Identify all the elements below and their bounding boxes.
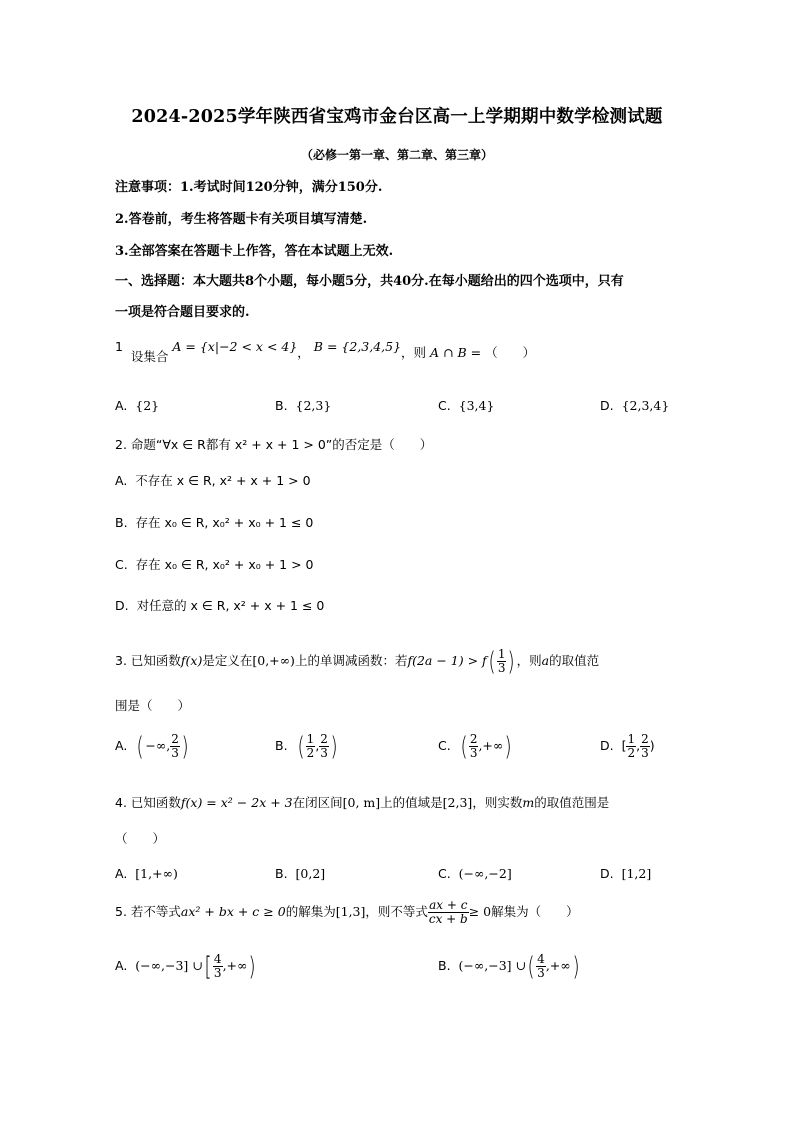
q5-fraction [428,899,469,926]
option-fraction-1 [306,733,316,760]
q4-interval: [0, m] [342,795,381,810]
q3-ineq: f(2a − 1) > f [407,653,487,668]
option-text: 存在 x₀ ∈ R, x₀² + x₀ + 1 ≤ 0 [135,515,314,530]
q5-text-d: 解集为（ ） [491,904,579,919]
q5-text-b: 的解集为 [285,904,336,919]
frac-num: 1 [627,732,636,746]
question-3-stem-line-2: 围是（ ） [115,698,191,713]
option-fraction [213,953,223,980]
paren-close: ) [248,951,257,982]
section-heading-line-1: 一、选择题：本大题共8个小题，每小题5分，共40分.在每小题给出的四个选项中，只有 [115,274,624,289]
q3-text-b: 是定义在 [202,653,253,668]
q4-option-a[interactable] [115,866,178,881]
frac-num: 4 [537,952,545,966]
q4-func: f(x) = x² − 2x + 3 [180,795,293,810]
paren-close: ) [649,738,655,753]
paren-close: ) [330,731,338,762]
option-pre: −∞, [145,738,171,753]
option-fraction [536,953,546,980]
option-label: B. [275,866,288,881]
q3-fx: f(x) [180,653,203,668]
question-2-stem: 2. 命题“∀x ∈ R都有 x² + x + 1 > 0”的否定是（ ） [115,437,433,452]
q3-interval: [0,+∞) [252,653,295,668]
q1-stem-pre: 设集合 [130,349,169,364]
paren-open: ( [460,731,468,762]
paren-close: ) [572,951,580,982]
q3-option-c[interactable] [438,733,513,760]
q4-text-b: 在闭区间 [292,795,343,810]
option-label: B. [115,515,128,530]
option-text: [1,2] [621,866,652,881]
frac-num: 4 [213,952,222,966]
q1-option-a[interactable] [115,398,159,413]
option-pre: (−∞,−3] ∪ [135,958,203,973]
note-3: 3.全部答案在答题卡上作答，答在本试题上无效. [115,244,394,259]
bracket-open: [ [621,738,627,753]
note-2: 2.答卷前，考生将答题卡有关项目填写清楚. [115,212,368,227]
option-text: {3,4} [458,398,495,413]
frac-den: 3 [213,966,222,980]
frac-den: 3 [171,746,179,760]
option-fraction-2 [640,733,650,760]
note-1: 注意事项：1.考试时间120分钟，满分150分. [115,180,383,195]
paren-open: ( [297,731,305,762]
q2-option-c[interactable] [115,555,314,573]
option-text: [0,2] [295,866,326,881]
question-5-stem [115,899,579,926]
q3-option-d[interactable]: D. [ $\frac{1}{2}$ , $\frac{2}{3}$ ) [600,732,655,760]
option-text: 对任意的 x ∈ R, x² + x + 1 ≤ 0 [136,598,325,613]
q3-text-e: 的取值范 [549,653,600,668]
option-label: B. [438,958,451,973]
frac-den: 3 [469,746,478,760]
question-1-stem [115,337,536,364]
option-text: 存在 x₀ ∈ R, x₀² + x₀ + 1 > 0 [135,557,314,572]
q1-number: 1 [115,339,123,354]
q3-paren-open: ( [488,646,496,677]
q5-text-a: 5. 若不等式 [115,904,181,919]
frac-den: 3 [320,746,328,760]
frac-den: 3 [641,746,649,760]
option-label: C. [438,738,451,753]
frac-den: 2 [627,746,636,760]
option-label: A. [115,398,128,413]
q1-sep: ， [297,345,310,360]
q4-var-m: m [522,795,535,810]
q4-text-d: ，则实数 [472,795,523,810]
frac-den: cx + b [428,912,468,926]
frac-den: 3 [497,661,506,675]
q3-var-a: a [541,653,550,668]
frac-num: 1 [497,647,506,661]
q5-ineq: ax² + bx + c ≥ 0 [180,904,286,919]
q2-option-d[interactable] [115,596,324,614]
q1-set-a: A = {x|−2 < x < 4} [172,339,298,354]
q1-set-b: B = {2,3,4,5} [313,339,402,354]
option-label: B. [275,738,288,753]
q1-option-d[interactable] [600,398,669,413]
option-label: C. [115,557,128,572]
q5-ge: ≥ 0 [468,904,492,919]
paren-open: ( [527,951,535,982]
option-text: {2} [135,398,160,413]
option-fraction-2 [319,733,329,760]
option-text: {2,3,4} [621,398,670,413]
option-fraction [469,733,479,760]
q2-option-b[interactable] [115,513,313,531]
q3-option-b[interactable]: B. ( $\frac{1}{2}$ , $\frac{2}{3}$ ) [275,731,338,762]
q1-stem-post: ，则 [401,345,427,360]
frac-den: 3 [537,966,545,980]
option-label: D. [600,398,614,413]
option-label: D. [115,598,129,613]
q1-paren: （ ） [485,345,536,360]
option-text: {2,3} [295,398,332,413]
option-label: A. [115,738,128,753]
q4-paren: （ ） [115,831,166,846]
frac-num: 2 [171,732,179,746]
question-4-stem [115,793,609,811]
q2-option-a[interactable] [115,471,311,489]
option-fraction-1 [626,733,636,760]
q4-text-a: 4. 已知函数 [115,795,181,810]
option-text: 不存在 x ∈ R, x² + x + 1 > 0 [135,473,311,488]
q1-option-b[interactable] [275,398,331,413]
q4-option-b[interactable] [275,866,325,881]
q3-text-d: ，则 [516,653,542,668]
question-3-stem [115,643,599,679]
paren-close: ) [504,731,512,762]
page-subtitle: （必修一第一章、第二章、第三章） [300,148,493,162]
option-post: ,+∞ [478,738,504,753]
q5-sol: [1,3] [335,904,366,919]
q1-expr: A ∩ B = [430,345,482,360]
option-fraction [170,733,180,760]
q1-option-c[interactable] [438,398,494,413]
q3-paren-close: ) [507,646,516,677]
q4-option-d[interactable] [600,866,651,881]
q4-text-c: 上的值域是 [380,795,443,810]
option-label: A. [115,958,128,973]
option-text: (−∞,−2] [458,866,512,881]
q5-option-b[interactable] [438,953,581,980]
section-heading-line-2: 一项是符合题目要求的. [115,305,250,320]
frac-den: 2 [306,746,315,760]
q5-option-a[interactable] [115,953,258,980]
paren-close: ) [181,731,189,762]
frac-num: 1 [306,732,315,746]
frac-num: ax + c [429,898,468,912]
option-label: A. [115,473,128,488]
option-label: C. [438,866,451,881]
option-post: ,+∞ [545,958,571,973]
option-label: B. [275,398,288,413]
q5-text-c: ，则不等式 [365,904,428,919]
frac-num: 2 [641,732,649,746]
option-label: A. [115,866,128,881]
q4-text-e: 的取值范围是 [534,795,610,810]
paren-open: ( [136,731,144,762]
option-label: D. [600,866,614,881]
q3-text-c: 上的单调减函数：若 [294,653,408,668]
frac-num: 2 [469,732,478,746]
option-post: ,+∞ [222,958,248,973]
q3-fraction [497,648,507,675]
option-label: C. [438,398,451,413]
option-pre: (−∞,−3] ∪ [458,958,527,973]
q4-option-c[interactable] [438,866,512,881]
option-label: D. [600,738,614,753]
frac-num: 2 [320,732,328,746]
q3-text-a: 3. 已知函数 [115,653,181,668]
q3-option-a[interactable] [115,733,190,760]
bracket-open: [ [204,951,212,982]
page-title: 2024-2025学年陕西省宝鸡市金台区高一上学期期中数学检测试题 [131,107,663,127]
q4-range: [2,3] [442,795,473,810]
option-text: [1,+∞) [135,866,178,881]
